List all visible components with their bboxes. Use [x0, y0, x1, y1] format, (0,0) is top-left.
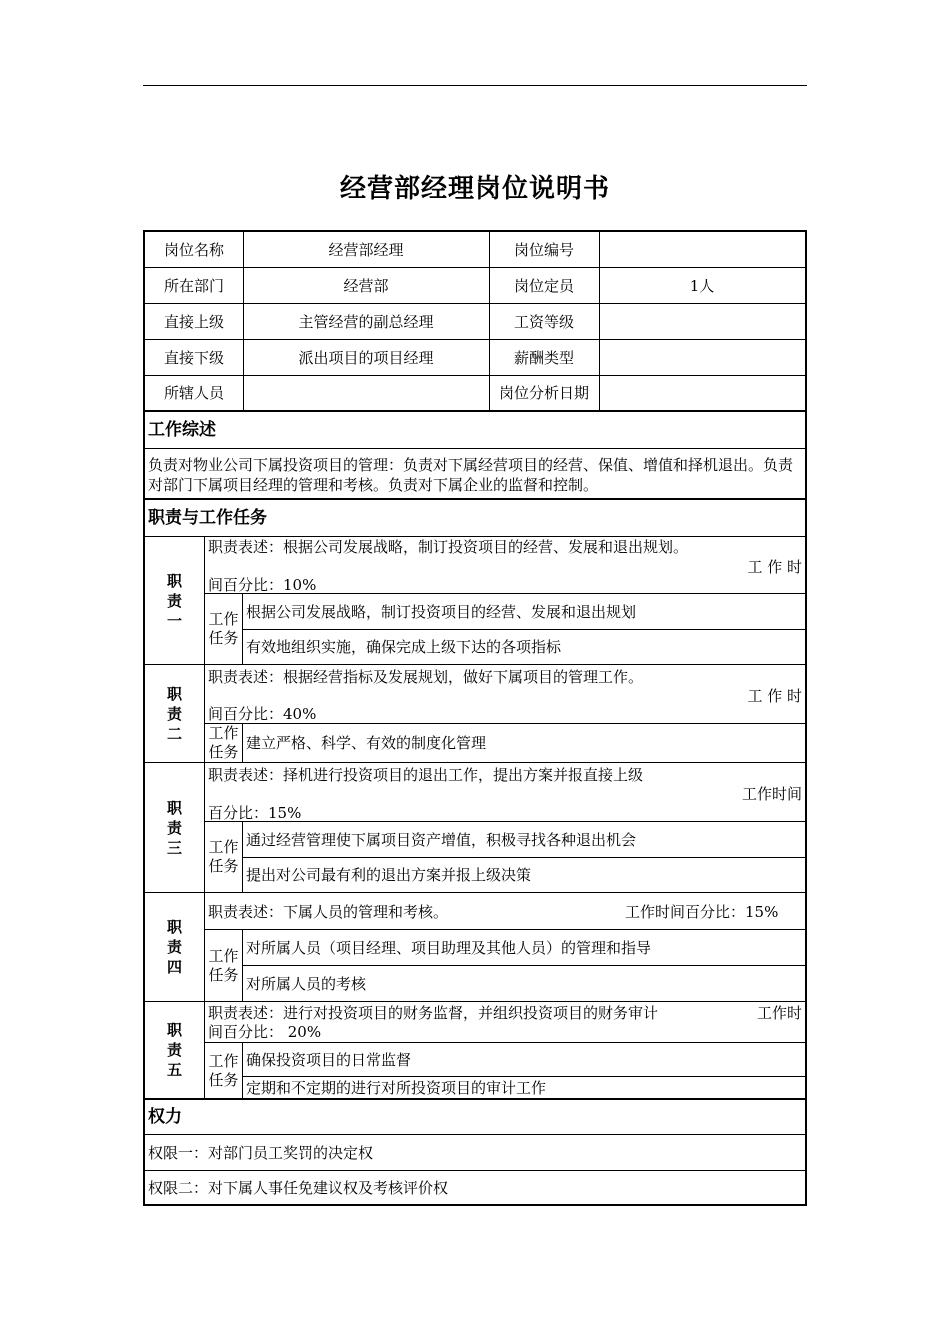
analysis-date-label: 岗位分析日期 [498, 384, 589, 402]
department-value: 经营部 [343, 276, 389, 295]
duty-2-label: 职责二 [166, 684, 182, 743]
duty-1-task-label: 工作任务 [208, 610, 239, 647]
job-description-table [143, 230, 807, 1206]
summary-text: 负责对物业公司下属投资项目的管理：负责对下属经营项目的经营、保值、增值和择机退出。负责对部门下属项目经理的管理和考核。负责对下属企业的监督和控制。 [148, 456, 794, 494]
headcount-value: 1人 [689, 276, 715, 295]
superior-label: 直接上级 [163, 312, 224, 331]
document-title: 经营部经理岗位说明书 [339, 174, 610, 204]
staff-label: 所辖人员 [163, 384, 224, 402]
position-name-label: 岗位名称 [163, 240, 224, 259]
subordinate-label: 直接下级 [163, 348, 224, 367]
position-code-label: 岗位编号 [513, 240, 574, 259]
analysis-date-value [599, 376, 805, 410]
duty-3-task-label: 工作任务 [208, 838, 239, 875]
position-name-value: 经营部经理 [328, 240, 404, 259]
headcount-label: 岗位定员 [513, 276, 574, 295]
authority-item-1: 权限一：对部门员工奖罚的决定权 [148, 1143, 374, 1162]
duty-5-label: 职责五 [166, 1021, 182, 1079]
duty-5-task-label: 工作任务 [208, 1051, 239, 1089]
duty-5-task-1: 确保投资项目的日常监督 [246, 1050, 412, 1069]
duty-4-task-1: 对所属人员（项目经理、项目助理及其他人员）的管理和指导 [246, 938, 652, 957]
duty-5-description: 职责表述：进行对投资项目的财务监督，并组织投资项目的财务审计 工作时 间百分比： 20% [208, 1004, 802, 1041]
duty-1-task-1: 根据公司发展战略，制订投资项目的经营、发展和退出规划 [246, 602, 637, 621]
summary-heading: 工作综述 [148, 420, 216, 440]
authority-heading: 权力 [148, 1107, 182, 1127]
pay-type-label: 薪酬类型 [513, 348, 574, 367]
duty-2-description: 职责表述：根据经营指标及发展规划，做好下属项目的管理工作。 工 作 时 间百分比：40% [208, 668, 802, 723]
subordinate-value: 派出项目的项目经理 [298, 348, 434, 367]
duty-3-label: 职责三 [166, 798, 182, 857]
duty-4-task-label: 工作任务 [208, 946, 239, 984]
superior-value: 主管经营的副总经理 [298, 312, 434, 331]
header-rule [143, 85, 807, 86]
duty-4-task-2: 对所属人员的考核 [246, 974, 367, 993]
duty-1-description: 职责表述：根据公司发展战略，制订投资项目的经营、发展和退出规划。 工 作 时 间百分比：10% [208, 538, 802, 593]
department-label: 所在部门 [163, 276, 224, 295]
staff-value [243, 376, 489, 410]
salary-grade-label: 工资等级 [513, 312, 574, 331]
duty-1-label: 职责一 [166, 571, 182, 630]
duty-3-task-2: 提出对公司最有利的退出方案并报上级决策 [246, 866, 532, 884]
duties-heading: 职责与工作任务 [148, 508, 267, 528]
salary-grade-value [599, 304, 805, 339]
duty-5-task-2: 定期和不定期的进行对所投资项目的审计工作 [246, 1079, 547, 1097]
duty-2-task-label: 工作任务 [208, 724, 239, 761]
position-code-value [599, 232, 805, 267]
authority-item-2: 权限二：对下属人事任免建议权及考核评价权 [148, 1178, 449, 1197]
duty-3-task-1: 通过经营管理使下属项目资产增值，积极寻找各种退出机会 [246, 830, 637, 849]
duty-3-description: 职责表述：择机进行投资项目的退出工作，提出方案并报直接上级 工作时间 百分比：15% [208, 766, 802, 821]
duty-4-label: 职责四 [166, 918, 182, 976]
duty-1-task-2: 有效地组织实施，确保完成上级下达的各项指标 [246, 638, 562, 656]
pay-type-value [599, 340, 805, 375]
duty-2-task-1: 建立严格、科学、有效的制度化管理 [246, 734, 487, 752]
duty-4-description: 职责表述：下属人员的管理和考核。 工作时间百分比：15% [208, 903, 779, 921]
